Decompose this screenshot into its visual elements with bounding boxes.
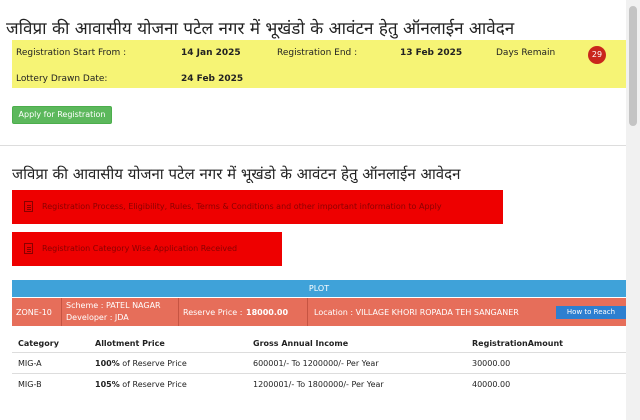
pdf-icon (24, 243, 33, 254)
table-row (12, 352, 626, 374)
vertical-scrollbar[interactable] (626, 0, 640, 420)
row-price-suffix: of Reserve Price (122, 359, 187, 368)
scrollbar-thumb[interactable] (629, 6, 637, 126)
registration-end-value: 13 Feb 2025 (400, 48, 463, 58)
header-registration-amount: RegistrationAmount (472, 339, 563, 348)
registration-process-label: Registration Process, Eligibility, Rules, Terms & Conditions and other important information to Apply (42, 202, 442, 211)
row-percent: 100% (95, 359, 120, 368)
zone-row (12, 298, 626, 326)
plot-header: PLOT (12, 280, 626, 297)
days-remain-label: Days Remain (496, 48, 556, 58)
section-divider (0, 145, 626, 146)
row-price-suffix: of Reserve Price (122, 380, 187, 389)
category-wise-applications-button[interactable] (12, 232, 282, 266)
header-category: Category (18, 339, 59, 348)
zone-separator (61, 298, 62, 326)
location-label: Location : VILLAGE KHORI ROPADA TEH SANGANER (314, 308, 519, 317)
lottery-date-value: 24 Feb 2025 (181, 74, 244, 84)
lottery-date-label: Lottery Drawn Date: (16, 74, 108, 84)
header-gross-income: Gross Annual Income (253, 339, 349, 348)
registration-start-label: Registration Start From : (16, 48, 127, 58)
row-allotment-price (95, 359, 187, 368)
registration-end-label: Registration End : (277, 48, 358, 58)
row-income: 1200001/- To 1800000/- Per Year (253, 380, 384, 389)
reserve-price-value: 18000.00 (246, 308, 289, 317)
days-remain-badge: 29 (588, 46, 606, 64)
page-title: जविप्रा की आवासीय योजना पटेल नगर में भूखंडो के आवंटन हेतु ऑनलाईन आवेदन (6, 19, 515, 39)
pdf-icon (24, 201, 33, 212)
section-title: जविप्रा की आवासीय योजना पटेल नगर में भूखंडो के आवंटन हेतु ऑनलाईन आवेदन (12, 165, 461, 183)
developer-label: Developer : JDA (66, 313, 129, 322)
table-row (12, 373, 626, 395)
registration-start-value: 14 Jan 2025 (181, 48, 241, 58)
registration-process-button[interactable] (12, 190, 503, 224)
row-allotment-price (95, 380, 187, 389)
row-income: 600001/- To 1200000/- Per Year (253, 359, 379, 368)
row-amount: 40000.00 (472, 380, 511, 389)
scheme-label: Scheme : PATEL NAGAR (66, 301, 161, 310)
apply-registration-button[interactable]: Apply for Registration (12, 106, 112, 124)
reserve-price-label: Reserve Price : (183, 308, 243, 317)
how-to-reach-button[interactable]: How to Reach (556, 306, 626, 319)
scheme-separator (178, 298, 179, 326)
row-category: MIG-A (18, 359, 42, 368)
reserve-separator (307, 298, 308, 326)
zone-label: ZONE-10 (16, 308, 52, 317)
row-percent: 105% (95, 380, 120, 389)
row-amount: 30000.00 (472, 359, 511, 368)
registration-info-box (12, 40, 626, 88)
category-wise-applications-label: Registration Category Wise Application Received (42, 244, 238, 253)
header-allotment-price: Allotment Price (95, 339, 165, 348)
row-category: MIG-B (18, 380, 42, 389)
